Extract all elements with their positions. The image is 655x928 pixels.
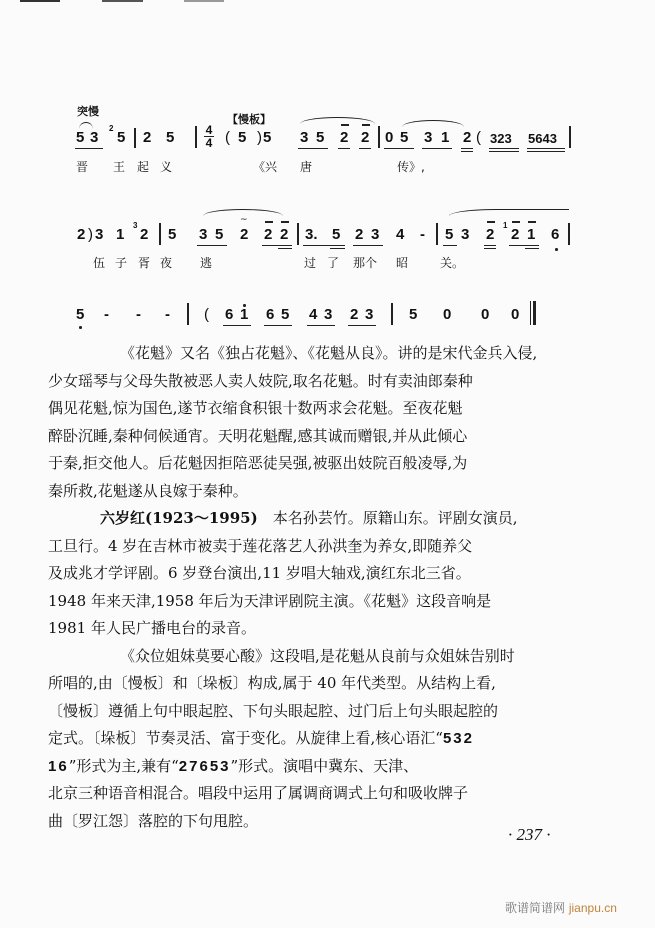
dash: - xyxy=(104,306,109,323)
underline xyxy=(307,325,335,326)
note: 5 xyxy=(316,129,325,146)
slur xyxy=(449,209,569,216)
paragraph-2-line: 及成兆才学评剧。6 岁登台演出,11 岁唱大轴戏,演红东北三省。 xyxy=(48,564,471,582)
paragraph-3-line: 定式。〔垛板〕节奏灵活、富于变化。从旋律上看,核心语汇“532 xyxy=(48,729,474,747)
note: 5 xyxy=(166,129,175,146)
underline xyxy=(338,148,350,149)
note: 3 xyxy=(300,129,309,146)
note: 2 xyxy=(355,226,364,243)
ornament: ~ xyxy=(240,215,248,225)
jianpu-motif: 27653 xyxy=(178,757,231,775)
note: 0 xyxy=(385,129,394,146)
crop-mark xyxy=(20,0,60,2)
underline xyxy=(384,148,414,149)
jianpu-motif: 16 xyxy=(48,757,69,775)
paragraph-2-line: 工旦行。4 岁在吉林市被卖于莲花落艺人孙洪奎为养女,即随养父 xyxy=(48,536,473,555)
watermark-cn: 歌谱简谱网 xyxy=(505,901,566,915)
underline xyxy=(348,325,376,326)
lyric: 传》, xyxy=(397,160,425,174)
note: 0 xyxy=(511,306,520,323)
note: 1 xyxy=(527,226,536,243)
underline xyxy=(443,245,457,246)
paragraph-3-line: 〔慢板〕遵循上句中眼起腔、下句头眼起腔、过门后上句头眼起腔的 xyxy=(48,701,499,720)
lyric: 唐 xyxy=(300,160,313,174)
low-octave-dot xyxy=(79,326,82,329)
barline xyxy=(297,223,299,245)
lyric: 胥 xyxy=(138,256,151,270)
note: 2 xyxy=(486,226,495,243)
note: 5 xyxy=(263,129,272,146)
lyric: 晋 xyxy=(76,160,89,174)
note: 6 xyxy=(551,226,560,243)
note: 3 xyxy=(461,226,470,243)
tenuto xyxy=(281,221,289,223)
paragraph-3-line: 所唱的,由〔慢板〕和〔垛板〕构成,属于 40 年代类型。从结构上看, xyxy=(48,674,496,692)
body-text xyxy=(48,340,580,835)
slur xyxy=(79,122,93,129)
note: 1 xyxy=(441,129,450,146)
tenuto xyxy=(528,221,536,223)
tenuto xyxy=(362,124,370,126)
note-group: 323 xyxy=(490,131,512,146)
note: 5 xyxy=(76,306,85,323)
note: 5 xyxy=(117,129,126,146)
note: 5 xyxy=(332,226,341,243)
underline xyxy=(353,245,383,246)
grace-note: 2 xyxy=(109,124,114,133)
lyric: 《兴 xyxy=(253,160,278,174)
note: 4 xyxy=(396,226,405,243)
note: 5 xyxy=(76,129,85,146)
lyric: 关。 xyxy=(440,256,465,270)
score-line-2: 2 ) 3 1 3 2 5 3 5 ~ 2 2 2 3. 5 2 3 4 - 5 3 2 1 2 1 6 xyxy=(0,217,655,257)
note: 2 xyxy=(280,226,289,243)
paragraph-3-line: 北京三种语音相混合。唱段中运用了属调商调式上句和吸收牌子 xyxy=(48,784,469,802)
note: 5 xyxy=(168,226,177,243)
note: 6 xyxy=(225,306,234,323)
note: 4 xyxy=(309,306,318,323)
underline xyxy=(330,248,345,249)
lyrics-line-2 xyxy=(0,254,655,294)
note: 5 xyxy=(281,306,290,323)
slur xyxy=(300,117,375,124)
grace-note: 1 xyxy=(503,221,508,230)
note: 5 xyxy=(409,306,418,323)
lyric: 过 xyxy=(304,256,317,270)
note: 6 xyxy=(266,306,275,323)
watermark xyxy=(505,899,617,916)
crop-mark xyxy=(102,0,143,2)
note: 3 xyxy=(324,306,333,323)
underline xyxy=(484,245,496,246)
paragraph-3-line: 《众位姐妹莫要心酸》这段唱,是花魁从良前与众姐妹告别时 xyxy=(120,646,515,665)
paragraph-1-line: 秦所救,花魁遂从良嫁于秦种。 xyxy=(48,481,248,500)
lyric: 王 xyxy=(113,160,126,174)
note: - xyxy=(420,226,425,243)
score-line-1: 5 3 2 5 2 5 $\frac{4}{4}$ ( 5 ) 5 3 5 2 2 0 5 3 1 2 ( 323 5643 xyxy=(0,120,655,160)
lyric: 逃 xyxy=(200,256,213,270)
note: 5 xyxy=(400,129,409,146)
note: 0 xyxy=(481,306,490,323)
final-barline-thick xyxy=(533,301,536,325)
lyric: 起 xyxy=(137,160,150,174)
low-octave-dot xyxy=(555,248,558,251)
underline xyxy=(484,248,496,249)
score-line-3: 5 - - - ( 6 1 6 5 4 3 2 3 5 0 0 0 xyxy=(0,297,655,337)
paragraph-2-line: 1981 年人民广播电台的录音。 xyxy=(48,619,256,637)
slur xyxy=(402,120,464,127)
note: 3 xyxy=(90,129,99,146)
note: 1 xyxy=(240,306,249,323)
note: 2 xyxy=(143,129,152,146)
underline xyxy=(223,325,251,326)
performer-name: 六岁红(1923～1995) xyxy=(100,509,258,527)
tenuto xyxy=(512,221,520,223)
note: 2 xyxy=(77,226,86,243)
note: 5 xyxy=(215,226,224,243)
barline xyxy=(569,126,571,148)
dash: - xyxy=(165,306,170,323)
note: 2 xyxy=(350,306,359,323)
tenuto xyxy=(487,221,495,223)
underline xyxy=(489,151,519,152)
underline xyxy=(262,245,292,246)
note: 3. xyxy=(305,226,318,243)
lyrics-line-1 xyxy=(0,158,655,198)
underline xyxy=(197,245,227,246)
lyric: 了 xyxy=(327,256,340,270)
barline xyxy=(436,223,438,245)
note: 2 xyxy=(361,129,370,146)
time-signature: $\frac{4}{4}$ xyxy=(205,123,213,150)
underline xyxy=(489,148,519,149)
paragraph-1-line: 偶见花魁,惊为国色,遂节衣缩食积银十数两求会花魁。至夜花魁 xyxy=(48,399,463,417)
lyric: 那个 xyxy=(353,256,378,270)
barline xyxy=(568,223,570,245)
lyric: 昭 xyxy=(396,256,409,270)
barline xyxy=(195,126,197,148)
page-number: · 237 · xyxy=(508,825,551,844)
underline xyxy=(422,148,452,149)
tempo-mark: 突慢 xyxy=(77,105,99,118)
lyric: 伍 xyxy=(93,256,106,270)
paragraph-1-line: 于秦,拒交他人。后花魁因拒陪恶徒吴强,被驱出妓院百般凌辱,为 xyxy=(48,454,468,472)
underline xyxy=(264,325,292,326)
dash: - xyxy=(136,306,141,323)
underline xyxy=(461,151,473,152)
underline xyxy=(527,151,565,152)
crop-mark xyxy=(184,0,224,2)
underline xyxy=(527,148,565,149)
note-group: 5643 xyxy=(528,131,557,146)
note: 5 xyxy=(238,129,247,146)
note: 3 xyxy=(365,306,374,323)
underline xyxy=(509,245,539,246)
paragraph-1-line: 《花魁》又名《独占花魁》、《花魁从良》。讲的是宋代金兵入侵, xyxy=(120,344,538,362)
note: 0 xyxy=(443,306,452,323)
underline xyxy=(525,248,539,249)
underline xyxy=(75,148,103,149)
grace-note: 3 xyxy=(133,221,138,230)
underline xyxy=(303,245,345,246)
note: 2 xyxy=(463,129,472,146)
barline xyxy=(187,303,189,325)
barline xyxy=(159,223,161,245)
underline xyxy=(461,148,473,149)
note: 3 xyxy=(199,226,208,243)
section-mark: 【慢板】 xyxy=(227,113,271,126)
note: 2 xyxy=(511,226,520,243)
paragraph-2-line: 六岁红(1923～1995) 本名孙芸竹。原籍山东。评剧女演员, xyxy=(100,509,518,527)
jianpu-motif: 532 xyxy=(442,730,474,747)
high-octave-dot xyxy=(243,304,246,307)
final-barline-thin xyxy=(530,301,531,325)
paragraph-1-line: 醉卧沉睡,秦种伺候通宵。天明花魁醒,感其诚而赠银,并从此倾心 xyxy=(48,426,468,445)
underline xyxy=(298,148,328,149)
lyric: 义 xyxy=(160,160,173,174)
barline xyxy=(378,126,380,148)
paragraph-2-line: 1948 年来天津,1958 年后为天津评剧院主演。《花魁》这段音响是 xyxy=(48,591,492,610)
lyric: 子 xyxy=(115,256,128,270)
note: 1 xyxy=(116,226,125,243)
barline xyxy=(134,128,136,148)
barline xyxy=(391,303,393,325)
note: 3 xyxy=(371,226,380,243)
underline xyxy=(359,148,371,149)
note: 5 xyxy=(445,226,454,243)
tenuto xyxy=(265,221,273,223)
note: 2 xyxy=(240,226,249,243)
underline xyxy=(278,248,292,249)
paragraph-3-line: 16”形式为主,兼有“27653”形式。演唱中冀东、天津、 xyxy=(48,756,419,775)
note: 2 xyxy=(264,226,273,243)
lyric: 夜 xyxy=(160,256,173,270)
paragraph-1-line: 少女瑶琴与父母失散被恶人卖人妓院,取名花魁。时有卖油郎秦种 xyxy=(48,371,473,390)
watermark-url: jianpu.cn xyxy=(568,901,617,915)
note: 2 xyxy=(340,129,349,146)
note: 3 xyxy=(424,129,433,146)
tenuto xyxy=(341,124,349,126)
note: 2 xyxy=(140,226,149,243)
paragraph-3-line: 曲〔罗江怨〕落腔的下句甩腔。 xyxy=(48,811,259,830)
note: 3 xyxy=(95,226,104,243)
